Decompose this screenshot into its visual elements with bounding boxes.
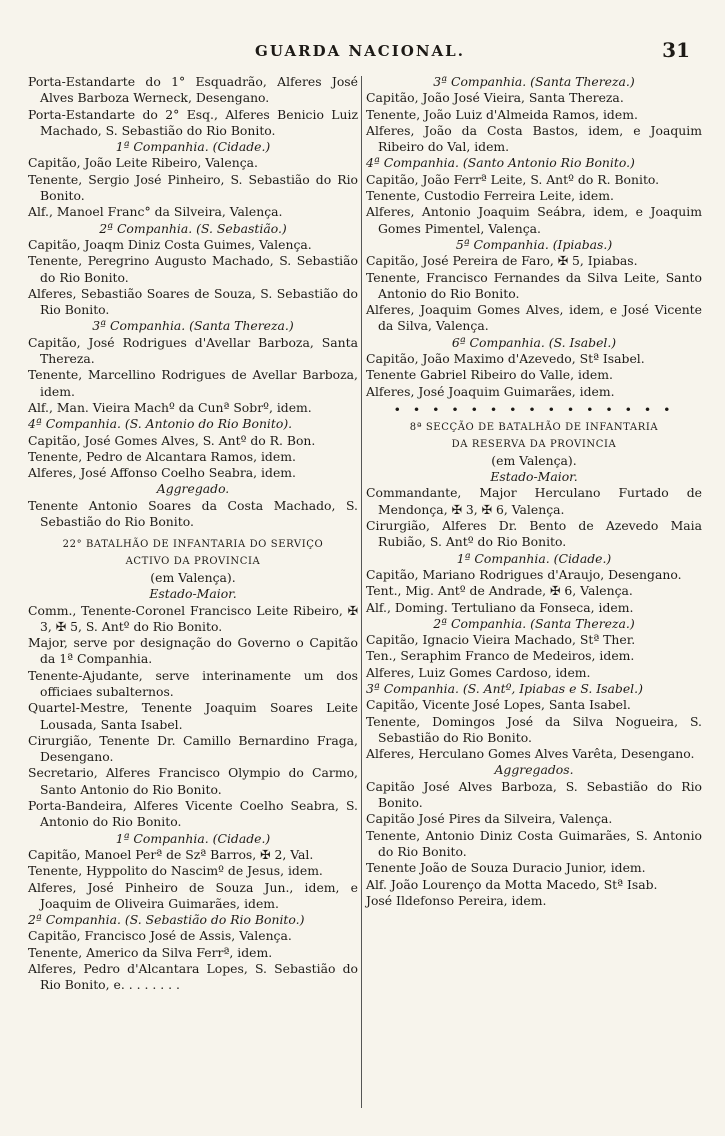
entry: Alf., Manoel Franc° da Silveira, Valença. — [28, 204, 283, 220]
entry: Alferes, José Joaquim Guimarães, idem. — [366, 383, 615, 399]
entry: Tenente Antonio Soares da Costa Machado, S. Sebastião do Rio Bonito. — [28, 497, 358, 530]
entry: Alf. João Lourenço da Motta Macedo, Stª Isab. — [366, 876, 658, 892]
entry: Capitão, João Leite Ribeiro, Valença. — [28, 155, 258, 171]
section-heading: 1ª Companhia. (Cidade.) — [456, 550, 612, 566]
entry: Secretario, Alferes Francisco Olympio do Carmo, Santo Antonio do Rio Bonito. — [28, 765, 358, 797]
section-heading: 6ª Companhia. (S. Isabel.) — [451, 334, 617, 350]
section-heading: Estado-Maior. — [149, 586, 237, 602]
entry: Capitão José Pires da Silveira, Valença. — [366, 811, 613, 827]
entry: Alferes, Sebastião Soares de Souza, S. Sebastião do Rio Bonito. — [28, 285, 358, 318]
entry: Capitão, Ignacio Vieira Machado, Stª Ther. — [366, 632, 636, 648]
right-column — [366, 74, 702, 1110]
entry: Tenente, Domingos José da Silva Nogueira, S. Sebastião do Rio Bonito. — [366, 713, 702, 745]
entry: Alferes, Antonio Joaquim Seábra, idem, e Joaquim Gomes Pimentel, Valença. — [366, 204, 702, 236]
entry: Comm., Tenente-Coronel Francisco Leite Ribeiro, ✠ 3, ✠ 5, S. Antº do Rio Bonito. — [28, 602, 358, 634]
battalion-subheading: ACTIVO DA PROVINCIA — [125, 555, 261, 567]
location-heading: (em Valença). — [491, 452, 577, 468]
section-heading: Estado-Maior. — [490, 469, 578, 485]
section-heading: 1ª Companhia. (Cidade.) — [115, 830, 271, 846]
entry: Tenente, Pedro de Alcantara Ramos, idem. — [28, 448, 296, 464]
column-divider — [361, 76, 362, 1108]
section-heading: Aggregados. — [494, 762, 574, 778]
entry: Capitão, João Ferrª Leite, S. Antº do R. Bonito. — [366, 171, 660, 187]
entry: Tenente, Antonio Diniz Costa Guimarães, S. Antonio do Rio Bonito. — [366, 827, 702, 859]
entry: Capitão, Vicente José Lopes, Santa Isabel. — [366, 697, 631, 713]
entry: Capitão, José Gomes Alves, S. Antº do R. Bon. — [28, 432, 316, 448]
entry: Alferes, Pedro d'Alcantara Lopes, S. Sebastião do Rio Bonito, e. . . . . . . . — [28, 961, 358, 993]
section-heading: 5ª Companhia. (Ipiabas.) — [455, 236, 613, 252]
entry: Alferes, Herculano Gomes Alves Varêta, Desengano. — [366, 746, 695, 762]
dotted-separator: • • • • • • • • • • • • • • • — [393, 401, 675, 417]
entry: Capitão, José Rodrigues d'Avellar Barboza, Santa Thereza. — [28, 334, 358, 367]
entry: Alferes, José Affonso Coelho Seabra, idem. — [28, 465, 296, 481]
left-column — [28, 74, 358, 1110]
entry: Capitão, José Pereira de Faro, ✠ 5, Ipiabas. — [366, 253, 638, 269]
section-heading: 3ª Companhia. (Santa Thereza.) — [433, 74, 635, 89]
section-heading: 2ª Companhia. (S. Sebastião.) — [99, 220, 287, 236]
entry: Tenente, Hyppolito do Nascimº de Jesus, idem. — [28, 863, 323, 879]
entry: Tenente-Ajudante, serve interinamente um dos officiaes subalternos. — [28, 667, 358, 699]
entry: José Ildefonso Pereira, idem. — [366, 892, 547, 908]
entry: Alferes, Luiz Gomes Cardoso, idem. — [366, 664, 591, 680]
page-number: 31 — [662, 38, 690, 62]
entry: Commandante, Major Herculano Furtado de Mendonça, ✠ 3, ✠ 6, Valença. — [366, 485, 702, 517]
entry: Ten., Seraphim Franco de Medeiros, idem. — [366, 648, 635, 664]
section-heading: 1ª Companhia. (Cidade.) — [115, 139, 271, 155]
entry: Tenente, Sergio José Pinheiro, S. Sebastião do Rio Bonito. — [28, 171, 358, 204]
section-heading: 3ª Companhia. (Santa Thereza.) — [92, 318, 294, 334]
section-heading: 4ª Companhia. (Santo Antonio Rio Bonito.) — [366, 155, 635, 171]
entry: Capitão, Francisco José de Assis, Valença. — [28, 928, 292, 944]
location-heading: (em Valença). — [150, 569, 236, 585]
entry: Alferes, José Pinheiro de Souza Jun., idem, e Joaquim de Oliveira Guimarães, idem. — [28, 879, 358, 911]
entry: Tenente João de Souza Duracio Junior, idem. — [366, 860, 646, 876]
entry: Alf., Doming. Tertuliano da Fonseca, idem. — [366, 599, 634, 615]
entry: Porta-Estandarte do 1° Esquadrão, Alferes José Alves Barboza Werneck, Desengano. — [28, 74, 358, 106]
entry: Porta-Bandeira, Alferes Vicente Coelho Seabra, S. Antonio do Rio Bonito. — [28, 798, 358, 830]
battalion-subheading: DA RESERVA DA PROVINCIA — [451, 438, 617, 450]
battalion-heading: 22° BATALHÃO DE INFANTARIA DO SERVIÇO — [62, 539, 324, 551]
entry: Tenente, Custodio Ferreira Leite, idem. — [366, 188, 614, 204]
entry: Tenente, Francisco Fernandes da Silva Leite, Santo Antonio do Rio Bonito. — [366, 269, 702, 301]
section-heading: 2ª Companhia. (S. Sebastião do Rio Bonito.) — [28, 912, 305, 928]
entry: Porta-Estandarte do 2° Esq., Alferes Benicio Luiz Machado, S. Sebastião do Rio Bonito. — [28, 106, 358, 138]
entry: Capitão José Alves Barboza, S. Sebastião do Rio Bonito. — [366, 778, 702, 811]
entry: Alferes, João da Costa Bastos, idem, e Joaquim Ribeiro do Val, idem. — [366, 122, 702, 155]
entry: Capitão, Mariano Rodrigues d'Araujo, Desengano. — [366, 566, 682, 582]
entry: Cirurgião, Alferes Dr. Bento de Azevedo Maia Rubião, S. Antº do Rio Bonito. — [366, 518, 702, 550]
entry: Alferes, Joaquim Gomes Alves, idem, e José Vicente da Silva, Valença. — [366, 302, 702, 334]
spacer — [28, 530, 358, 537]
entry: Tenente, João Luiz d'Almeida Ramos, idem. — [366, 106, 638, 122]
entry: Tenente, Peregrino Augusto Machado, S. Sebastião do Rio Bonito. — [28, 253, 358, 285]
entry: Capitão, João Maximo d'Azevedo, Stª Isabel. — [366, 351, 645, 367]
entry: Alf., Man. Vieira Machº da Cunª Sobrº, idem. — [28, 399, 312, 415]
section-heading: 2ª Companhia. (Santa Thereza.) — [433, 615, 635, 631]
entry: Quartel-Mestre, Tenente Joaquim Soares Leite Lousada, Santa Isabel. — [28, 700, 358, 732]
battalion-heading: 8ª SECÇÃO DE BATALHÃO DE INFANTARIA — [409, 422, 659, 434]
entry: Tenente Gabriel Ribeiro do Valle, idem. — [366, 367, 613, 383]
entry: Cirurgião, Tenente Dr. Camillo Bernardino Fraga, Desengano. — [28, 732, 358, 765]
running-title: GUARDA NACIONAL. — [255, 42, 465, 60]
entry: Major, serve por designação do Governo o Capitão da 1ª Companhia. — [28, 635, 358, 667]
entry: Tenente, Marcellino Rodrigues de Avellar Barboza, idem. — [28, 367, 358, 399]
section-heading: 4ª Companhia. (S. Antonio do Rio Bonito). — [28, 416, 293, 432]
entry: Capitão, João José Vieira, Santa Thereza. — [366, 90, 624, 106]
entry: Capitão, Manoel Perª de Szª Barros, ✠ 2, Val. — [28, 846, 314, 862]
entry: Tenente, Americo da Silva Ferrª, idem. — [28, 944, 273, 960]
entry: Tent., Mig. Antº de Andrade, ✠ 6, Valença. — [366, 583, 633, 599]
page-header — [30, 30, 690, 70]
entry: Capitão, Joaqm Diniz Costa Guimes, Valença. — [28, 236, 312, 252]
section-heading: Aggregado. — [156, 481, 230, 497]
section-heading: 3ª Companhia. (S. Antº, Ipiabas e S. Isabel.) — [366, 680, 643, 696]
